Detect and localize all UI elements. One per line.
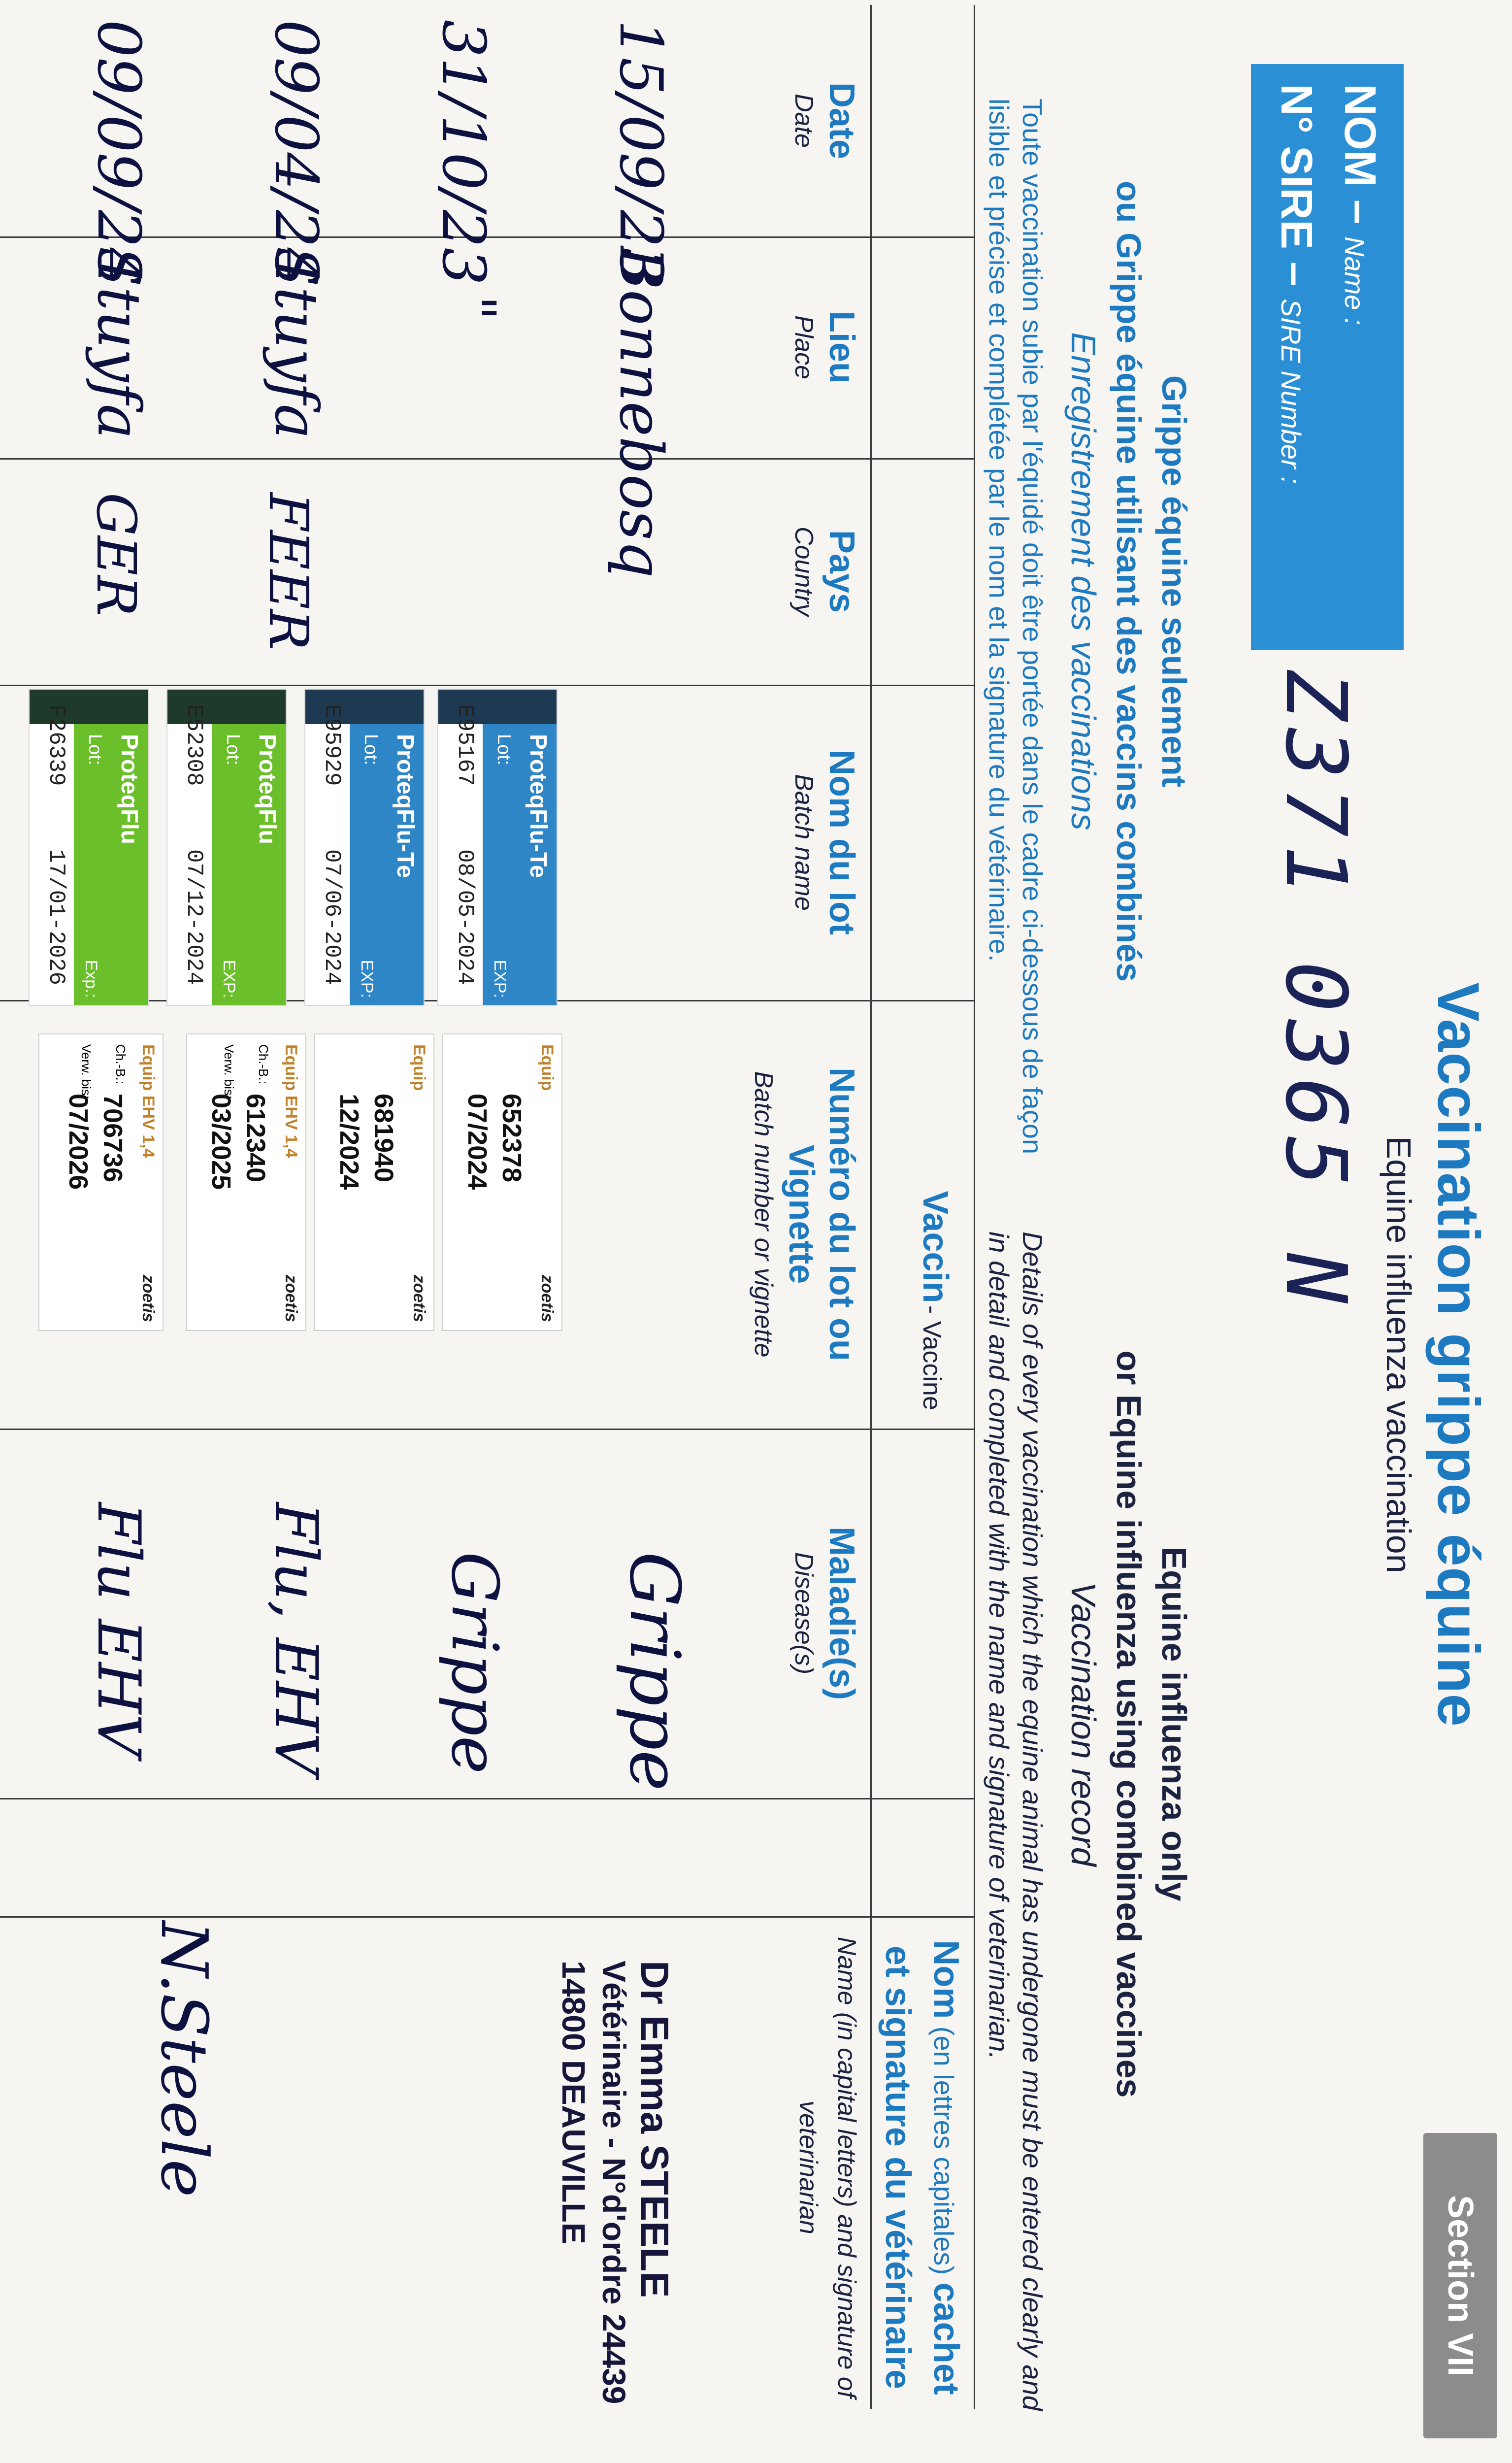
scope-en-line3: Vaccination record	[1064, 1582, 1103, 1866]
col-place-header: Lieu Place	[789, 310, 861, 384]
row2-batch-sticker: ProteqFlu-Te Lot: EXP: E95929 07/06-2024	[305, 690, 424, 1005]
page-title: Vaccination grippe équine	[1425, 982, 1491, 1727]
sire-label: N° SIRE – SIRE Number :	[1272, 84, 1321, 484]
vet-signature: N.Steele	[147, 1921, 222, 2197]
row3-batch-sticker: ProteqFlu Lot: EXP: E52308 07/12-2024	[167, 690, 286, 1005]
col-date-header: Date Date	[789, 82, 861, 160]
vaccine-group-header: Vaccin - Vaccine	[916, 1191, 955, 1410]
row3-disease: Flu, EHV	[262, 1502, 330, 1776]
sire-number: Z371 0365 N	[1267, 670, 1364, 1311]
vet-stamp: Dr Emma STEELE Vétérinaire - N°d'ordre 24439 14800 DEAUVILLE	[556, 1961, 677, 2404]
row1-vignette: Equip zoetis 652378 07/2024	[443, 1034, 561, 1330]
section-badge: Section VII	[1423, 2133, 1497, 2438]
col-vet-header: Nom (en lettres capitales) cachet et signature du vétérinaire Name (in capital letters) and signature of veterinarian	[794, 1936, 966, 2398]
row3-date: 09/04/24	[262, 20, 330, 285]
col-country-header: Pays Country	[789, 526, 861, 617]
scope-fr-line2: ou Grippe équine utilisant des vaccins combinés	[1110, 181, 1148, 982]
row2-date: 31/10/23	[429, 20, 497, 285]
scope-en-line2: or Equine influenza using combined vaccines	[1110, 1350, 1148, 2098]
instructions-fr: Toute vaccination subie par l'équidé doit être portée dans le cadre ci-dessous de façon lisible et précise et complétée par le nom et la signature du vétérinaire.	[984, 99, 1048, 1155]
row3-vignette: Equip EHV 1,4 zoetis Ch.-B.: Verw. bis: 612340 03/2025	[187, 1034, 305, 1330]
row1-batch-sticker: ProteqFlu-Te Lot: EXP: E95167 08/05-2024	[438, 690, 557, 1005]
instructions-en: Details of every vaccination which the equine animal has undergone must be entered clearly and in detail and completed with the name and signature of veterinarian.	[984, 1232, 1048, 2411]
col-batch-number-header: Numéro du lot ou Vignette Batch number or vignette	[749, 1067, 861, 1361]
row2-disease: Grippe	[437, 1552, 512, 1774]
name-label: NOM – Name :	[1335, 84, 1384, 326]
row1-disease: Grippe	[614, 1552, 694, 1791]
page-subtitle: Equine influenza vaccination	[1380, 1136, 1418, 1573]
col-disease-header: Maladie(s) Disease(s)	[789, 1526, 861, 1700]
row4-country: GER	[85, 493, 148, 616]
row4-disease: Flu EHV	[84, 1502, 153, 1757]
scope-fr-line3: Enregistrement des vaccinations	[1064, 332, 1103, 831]
scope-fr	[1061, 89, 1197, 1074]
scope-en	[1061, 1182, 1197, 2266]
row4-vignette: Equip EHV 1,4 zoetis Ch.-B.: Verw. bis: 706736 07/2026	[39, 1034, 163, 1330]
row3-place: Stuyfa	[262, 246, 330, 439]
row4-place: Stuyfa	[84, 246, 153, 439]
row4-batch-sticker: ProteqFlu Lot: Exp.: F26339 17/01-2026	[30, 690, 148, 1005]
scope-en-line1: Equine influenza only	[1155, 1547, 1193, 1901]
row1-place: Bonnebosq	[606, 246, 675, 578]
row2-vignette: Equip zoetis 681940 12/2024	[315, 1034, 433, 1330]
scope-fr-line1: Grippe équine seulement	[1155, 375, 1193, 788]
row2-place: "	[444, 296, 507, 321]
row4-date: 09/09/24	[84, 20, 153, 285]
identity-box	[1251, 64, 1404, 650]
col-batch-name-header: Nom du lot Batch name	[789, 750, 861, 935]
row1-date: 15/09/23	[606, 20, 675, 285]
row3-country: FEER	[257, 493, 320, 650]
